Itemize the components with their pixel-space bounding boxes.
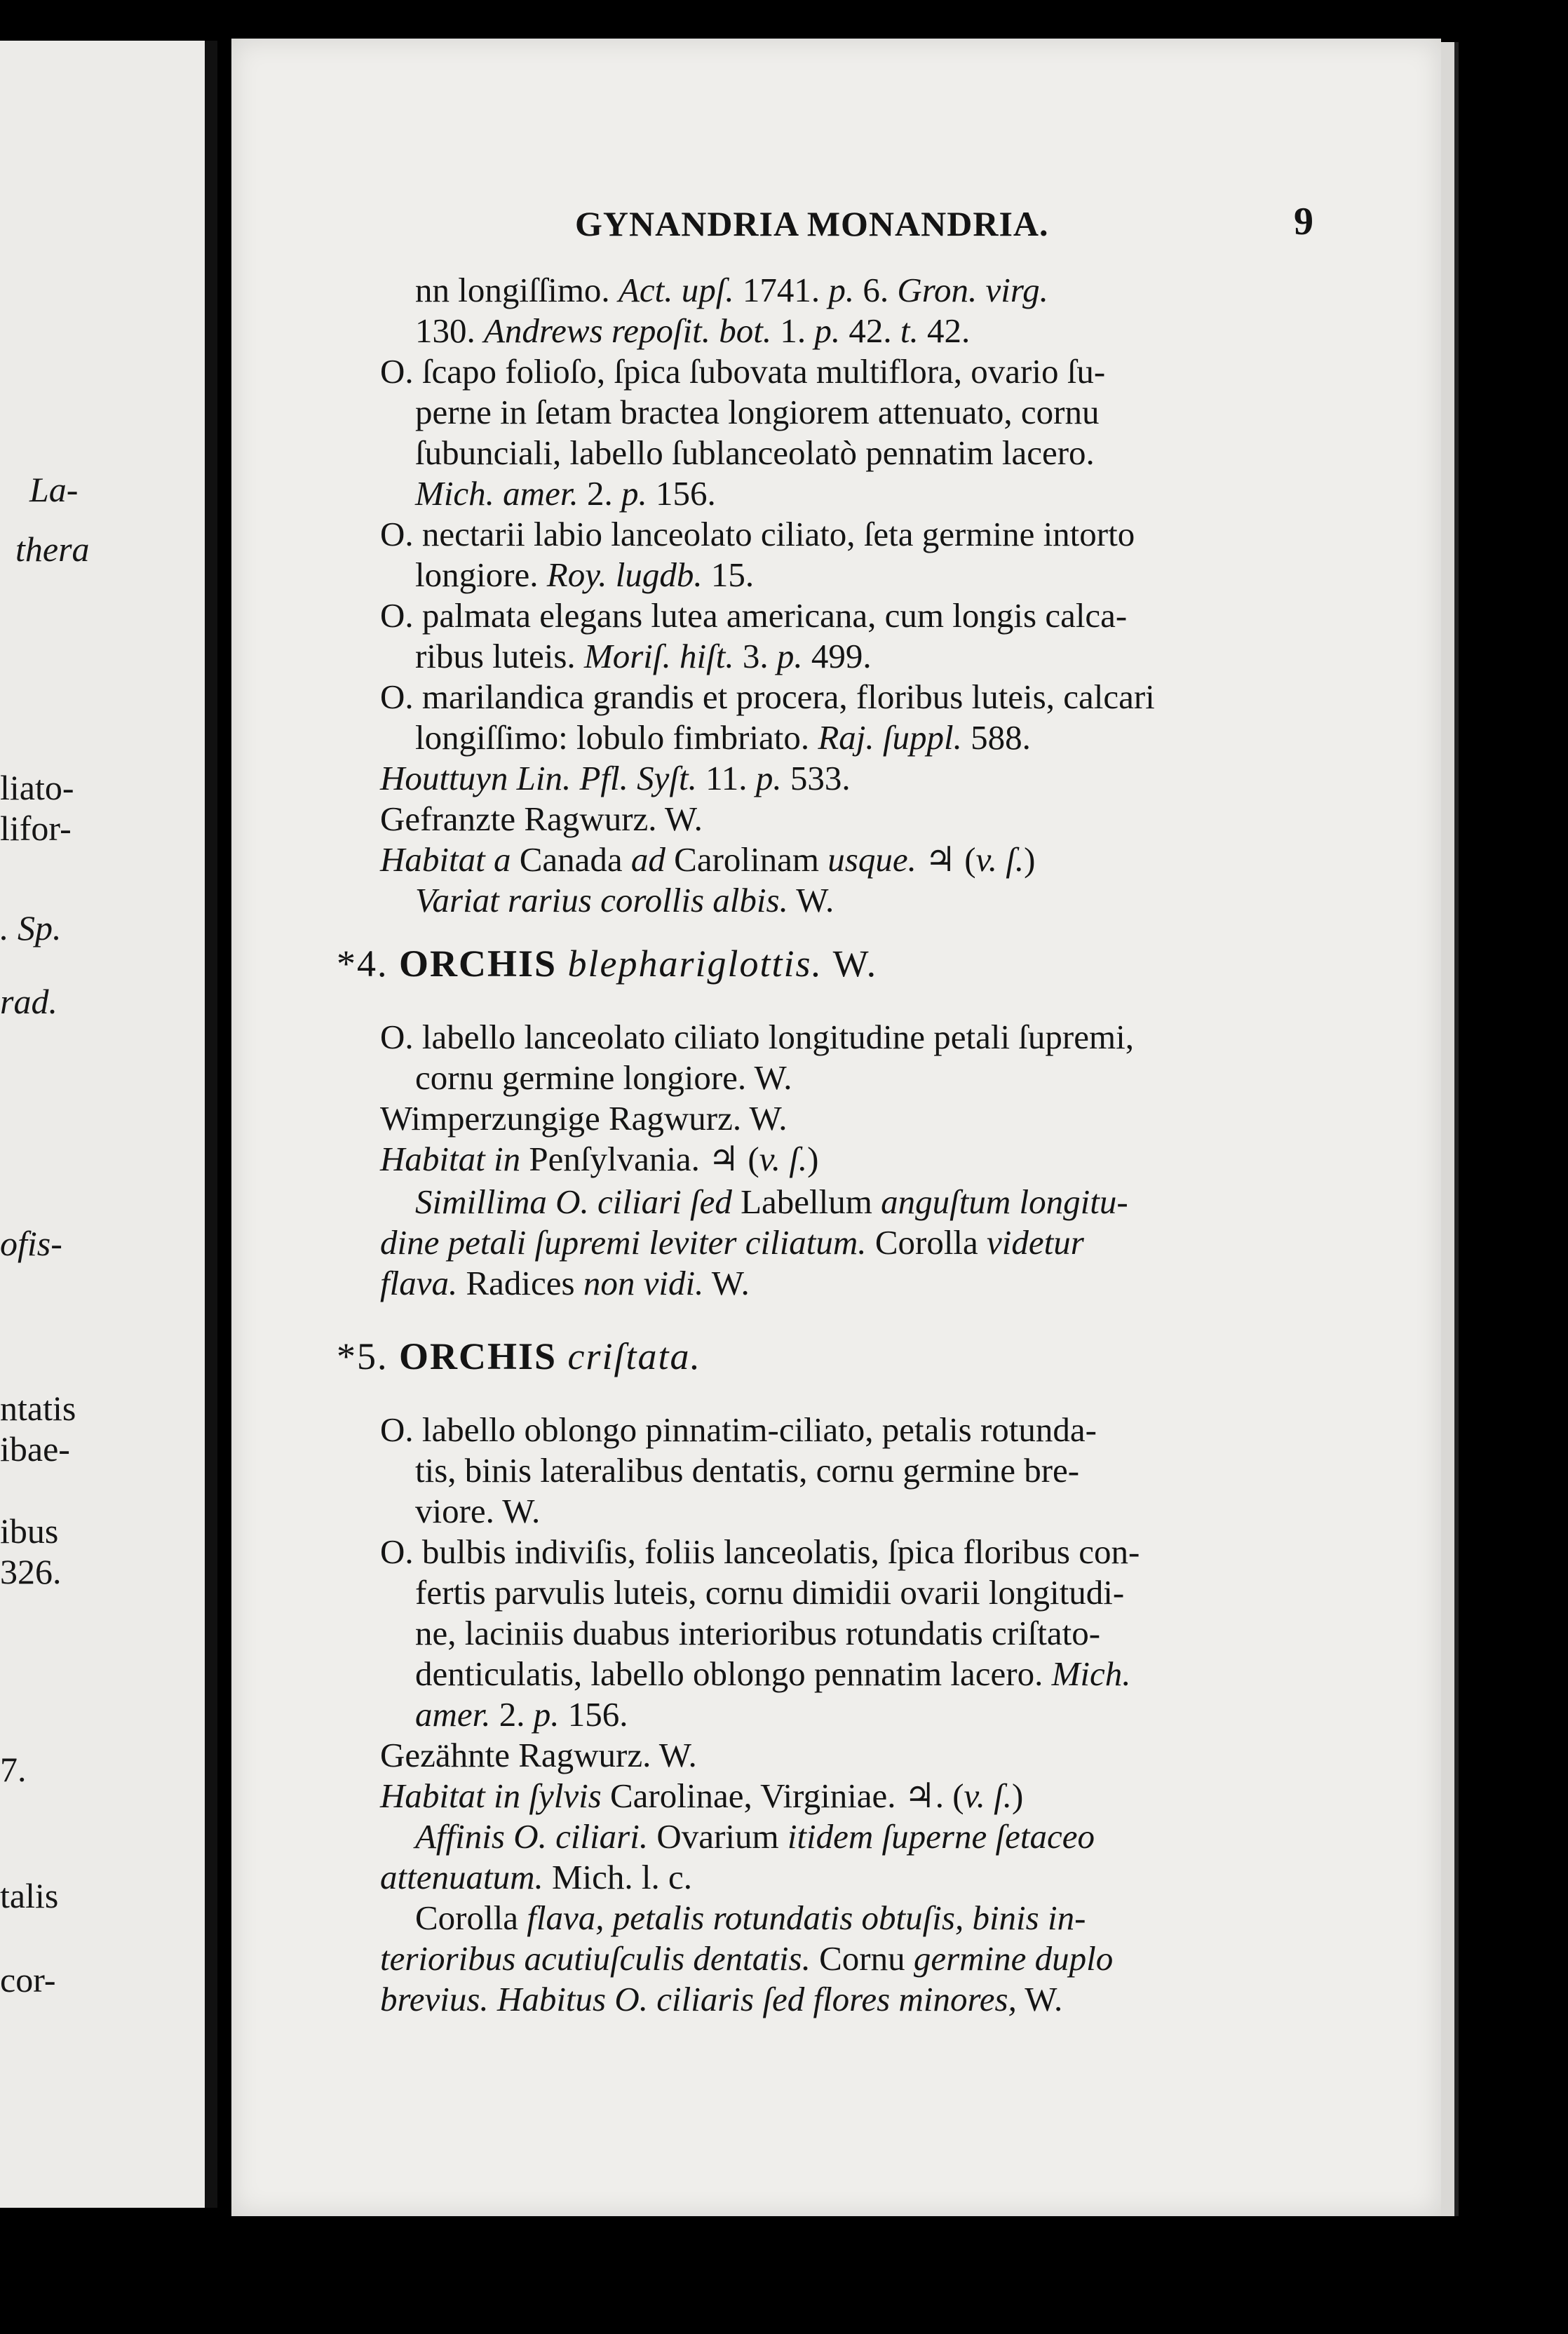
- italic-run: Habitat a: [380, 840, 511, 879]
- roman-run: Labellum: [731, 1182, 881, 1221]
- left-fragment: 326.: [0, 1552, 62, 1591]
- roman-run: 2.: [490, 1695, 534, 1734]
- species-name: criſtata.: [567, 1335, 702, 1377]
- italic-run: p.: [814, 311, 841, 350]
- species-author: W.: [823, 943, 878, 985]
- text-line: [415, 311, 970, 351]
- italic-run: Affinis O. ciliari.: [415, 1817, 649, 1856]
- text-line: [380, 1735, 697, 1776]
- left-fragment: . Sp.: [0, 908, 62, 947]
- text-line: [415, 1613, 1100, 1654]
- italic-run: non vidi.: [583, 1264, 704, 1302]
- roman-run: ): [1012, 1776, 1024, 1815]
- roman-run: ribus luteis.: [415, 637, 584, 675]
- italic-run: ad: [630, 840, 665, 879]
- text-line: [415, 1491, 540, 1532]
- text-line: [415, 473, 716, 514]
- text-line: [415, 1654, 1131, 1694]
- text-line: [415, 1816, 1095, 1857]
- text-line: [380, 677, 1155, 717]
- text-line: [380, 1938, 1113, 1979]
- roman-run: Canada: [511, 840, 631, 879]
- roman-run: W.: [788, 881, 834, 919]
- roman-run: 6.: [854, 271, 898, 309]
- left-fragment: ibae-: [0, 1429, 70, 1469]
- italic-run: p.: [776, 637, 803, 675]
- text-line: [415, 1898, 1086, 1938]
- left-fragment: La-: [29, 470, 79, 509]
- roman-run: Cornu: [810, 1939, 914, 1978]
- roman-run: ): [1024, 840, 1036, 879]
- italic-run: Gron. virg.: [897, 271, 1048, 309]
- left-page-fragment: [0, 41, 217, 2208]
- text-line: [415, 555, 754, 595]
- text-line: [380, 351, 1105, 392]
- italic-run: t.: [900, 311, 919, 350]
- text-line: [415, 880, 834, 921]
- roman-run: 499.: [802, 637, 872, 675]
- roman-run: O. ſcapo folioſo, ſpica ſubovata multiflora, ovario ſu-: [380, 352, 1106, 391]
- left-fragment: ntatis: [0, 1389, 76, 1428]
- roman-run: O. labello lanceolato ciliato longitudine petali ſupremi,: [380, 1018, 1134, 1056]
- italic-run: germine duplo: [913, 1939, 1114, 1978]
- text-line: [380, 1776, 1023, 1816]
- roman-run: Gefranzte Ragwurz. W.: [380, 800, 703, 838]
- roman-run: longiſſimo: lobulo fimbriato.: [415, 718, 818, 757]
- left-fragment: rad.: [0, 982, 58, 1021]
- roman-run: 1.: [771, 311, 815, 350]
- italic-run: videtur: [987, 1223, 1084, 1262]
- italic-run: Raj. ſuppl.: [818, 718, 962, 757]
- roman-run: 130.: [415, 311, 484, 350]
- italic-run: p.: [755, 759, 782, 797]
- roman-run: W.: [1016, 1980, 1063, 2018]
- text-line: [415, 717, 1031, 758]
- roman-run: denticulatis, labello oblongo pennatim lacero.: [415, 1654, 1052, 1693]
- roman-run: fertis parvulis luteis, cornu dimidii ovarii longitudi-: [415, 1573, 1125, 1612]
- italic-run: Andrews repoſit. bot.: [484, 311, 772, 350]
- italic-run: brevius. Habitus O. ciliaris ſed flores minores,: [380, 1980, 1017, 2018]
- left-fragment: liato-: [0, 768, 74, 807]
- left-fragment: thera: [15, 529, 90, 569]
- text-line: [380, 839, 1035, 880]
- italic-run: itidem ſuperne ſetaceo: [787, 1817, 1095, 1856]
- text-line: [380, 1098, 787, 1139]
- left-fragment: ibus: [0, 1511, 59, 1551]
- roman-run: 588.: [961, 718, 1031, 757]
- roman-run: Penſylvania. ♃ (: [520, 1140, 759, 1178]
- italic-run: p.: [621, 474, 647, 513]
- roman-run: tis, binis lateralibus dentatis, cornu germine bre-: [415, 1451, 1080, 1490]
- left-fragment: ofis-: [0, 1224, 62, 1263]
- text-line: [380, 514, 1135, 555]
- roman-run: Carolinae, Virginiae. ♃. (: [601, 1776, 964, 1815]
- italic-run: v. ſ.: [975, 840, 1025, 879]
- left-fragment: cor-: [0, 1960, 56, 1999]
- left-fragment: lifor-: [0, 809, 72, 848]
- roman-run: Corolla: [866, 1223, 987, 1262]
- running-head: GYNANDRIA MONANDRIA.: [575, 204, 1049, 243]
- page-content: [231, 39, 1441, 2216]
- text-line: [415, 1058, 792, 1098]
- roman-run: 1741.: [734, 271, 829, 309]
- roman-run: O. marilandica grandis et procera, floribus luteis, calcari: [380, 677, 1155, 716]
- text-line: [380, 1222, 1084, 1263]
- book-page: [231, 39, 1441, 2216]
- text-line: [415, 1694, 628, 1735]
- roman-run: O. nectarii labio lanceolato ciliato, ſeta germine intorto: [380, 515, 1135, 553]
- italic-run: flava.: [380, 1264, 458, 1302]
- roman-run: O. labello oblongo pinnatim-ciliato, petalis rotunda-: [380, 1410, 1097, 1449]
- roman-run: perne in ſetam bractea longiorem attenuato, cornu: [415, 393, 1100, 431]
- italic-run: v. ſ.: [759, 1140, 808, 1178]
- text-line: [380, 1857, 692, 1898]
- roman-run: Corolla: [415, 1898, 527, 1937]
- left-fragment: 7.: [0, 1750, 27, 1789]
- italic-run: Variat rarius corollis albis.: [415, 881, 788, 919]
- roman-run: ſubunciali, labello ſublanceolatò pennatim lacero.: [415, 433, 1095, 472]
- italic-run: Act. upſ.: [618, 271, 734, 309]
- italic-run: Habitat in ſylvis: [380, 1776, 602, 1815]
- genus-name: ORCHIS: [399, 1335, 557, 1377]
- species-heading: [337, 943, 877, 984]
- page-number: 9: [1294, 200, 1313, 243]
- italic-run: amer.: [415, 1695, 491, 1734]
- text-line: [380, 595, 1127, 636]
- roman-run: O. palmata elegans lutea americana, cum longis calca-: [380, 596, 1128, 635]
- text-line: [415, 392, 1100, 433]
- roman-run: viore. W.: [415, 1492, 541, 1530]
- italic-run: terioribus acutiuſculis dentatis.: [380, 1939, 811, 1978]
- roman-run: W.: [703, 1264, 750, 1302]
- text-line: [415, 270, 1048, 311]
- species-heading: [337, 1336, 701, 1377]
- italic-run: Moriſ. hiſt.: [583, 637, 734, 675]
- italic-run: usque.: [827, 840, 917, 879]
- italic-run: flava, petalis rotundatis obtuſis, binis in-: [527, 1898, 1086, 1937]
- italic-run: Mich. amer.: [415, 474, 579, 513]
- roman-run: 11.: [696, 759, 756, 797]
- roman-run: Radices: [457, 1264, 583, 1302]
- species-name: blephariglottis.: [567, 943, 823, 985]
- roman-run: cornu germine longiore. W.: [415, 1058, 792, 1097]
- italic-run: p.: [533, 1695, 560, 1734]
- roman-run: 533.: [781, 759, 851, 797]
- roman-run: 2.: [578, 474, 621, 513]
- italic-run: Roy. lugdb.: [546, 555, 703, 594]
- roman-run: Carolinam: [665, 840, 828, 879]
- roman-run: Ovarium: [648, 1817, 788, 1856]
- roman-run: ♃ (: [916, 840, 976, 879]
- text-line: [415, 1450, 1079, 1491]
- italic-run: dine petali ſupremi leviter ciliatum.: [380, 1223, 867, 1262]
- roman-run: 156.: [647, 474, 716, 513]
- text-line: [380, 1263, 750, 1304]
- text-line: [415, 1182, 1128, 1222]
- text-line: [415, 636, 872, 677]
- species-number: *4.: [337, 943, 388, 985]
- left-fragment: talis: [0, 1876, 59, 1915]
- roman-run: 156.: [559, 1695, 628, 1734]
- text-line: [380, 758, 851, 799]
- text-line: [380, 1532, 1140, 1572]
- roman-run: 42.: [840, 311, 900, 350]
- species-number: *5.: [337, 1335, 388, 1377]
- italic-run: Mich.: [1051, 1654, 1131, 1693]
- italic-run: Houttuyn Lin. Pfl. Syſt.: [380, 759, 697, 797]
- text-line: [380, 1139, 819, 1180]
- italic-run: Simillima O. ciliari ſed: [415, 1182, 732, 1221]
- roman-run: Mich. l. c.: [543, 1858, 693, 1896]
- roman-run: nn longiſſimo.: [415, 271, 619, 309]
- text-line: [380, 799, 703, 839]
- italic-run: v. ſ.: [964, 1776, 1013, 1815]
- italic-run: Habitat in: [380, 1140, 521, 1178]
- roman-run: 3.: [734, 637, 777, 675]
- roman-run: Gezähnte Ragwurz. W.: [380, 1736, 697, 1774]
- italic-run: p.: [828, 271, 855, 309]
- roman-run: 42.: [918, 311, 971, 350]
- italic-run: anguſtum longitu-: [881, 1182, 1128, 1221]
- genus-name: ORCHIS: [399, 943, 557, 985]
- roman-run: longiore.: [415, 555, 547, 594]
- italic-run: attenuatum.: [380, 1858, 543, 1896]
- roman-run: ne, laciniis duabus interioribus rotundatis criſtato-: [415, 1614, 1101, 1652]
- text-line: [380, 1410, 1097, 1450]
- text-line: [380, 1979, 1062, 2020]
- roman-run: O. bulbis indiviſis, foliis lanceolatis, ſpica floribus con-: [380, 1532, 1140, 1571]
- text-line: [380, 1017, 1134, 1058]
- roman-run: 15.: [702, 555, 755, 594]
- text-line: [415, 1572, 1124, 1613]
- roman-run: ): [807, 1140, 819, 1178]
- roman-run: Wimperzungige Ragwurz. W.: [380, 1099, 788, 1138]
- text-line: [415, 433, 1095, 473]
